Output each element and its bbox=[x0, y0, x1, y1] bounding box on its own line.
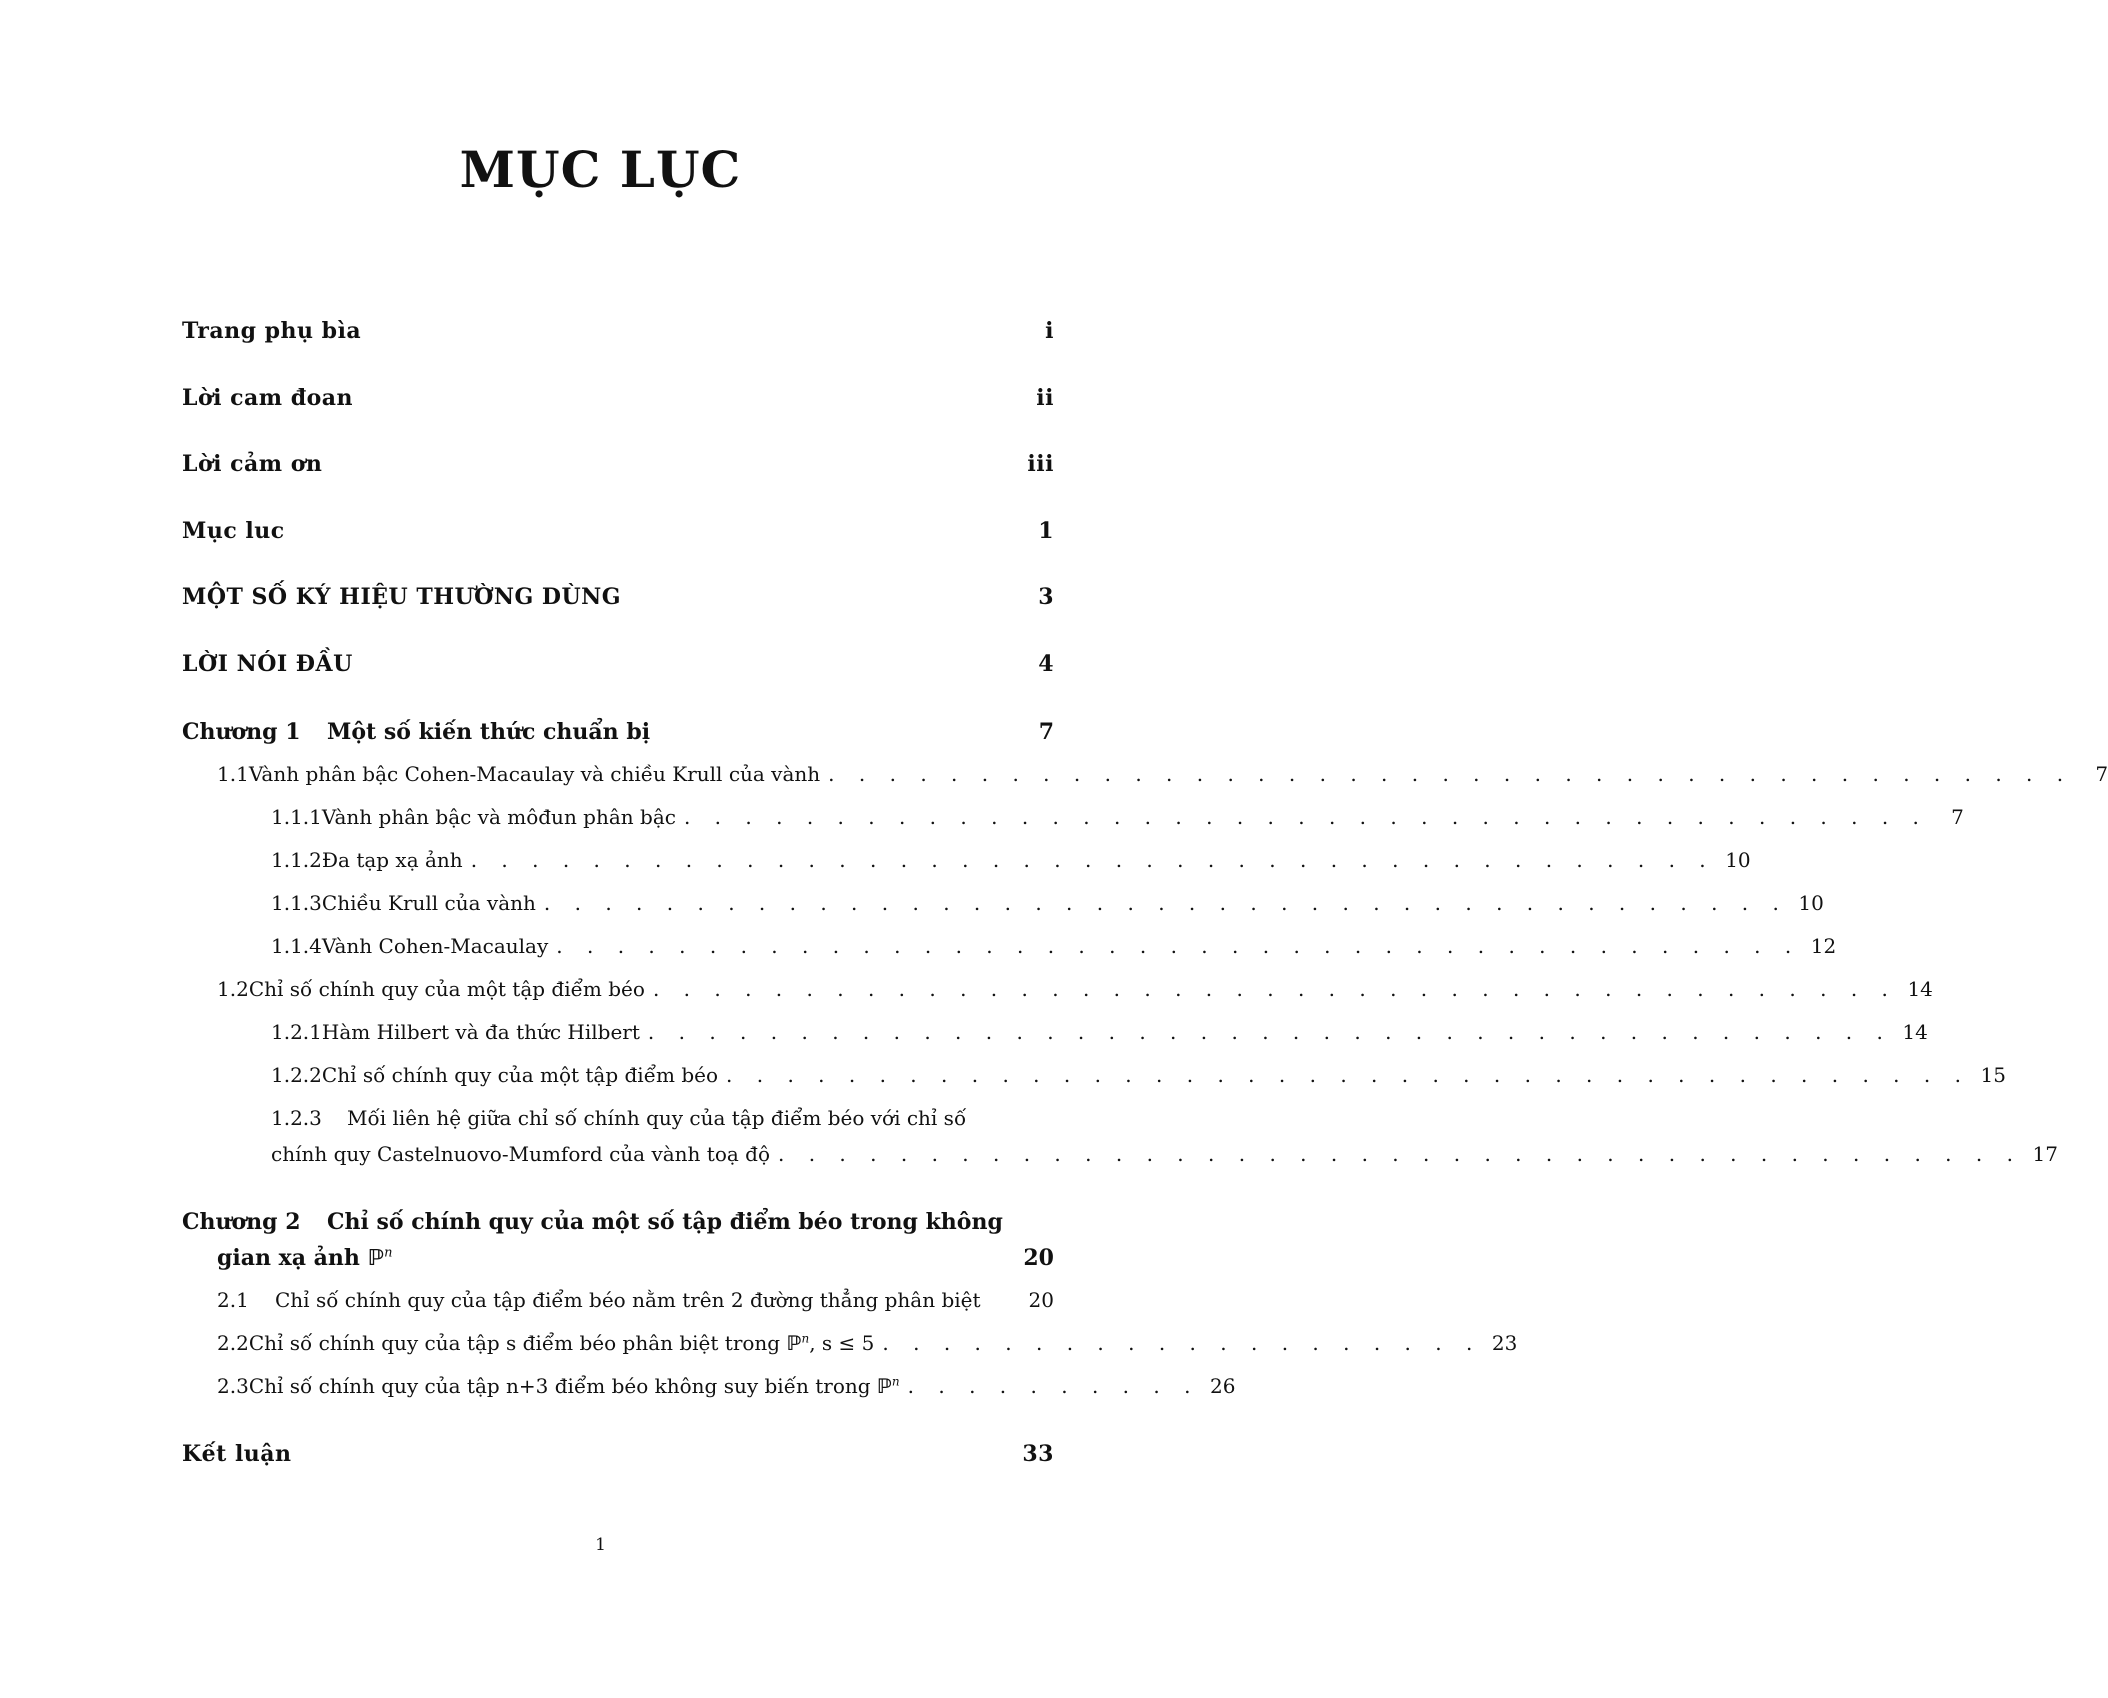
leader-dots: . . . . . . . . . . . . . . . . . . . . . . . . . . . . . . . . . . . . . . . . . bbox=[778, 1142, 2022, 1166]
section-number: 2.2 bbox=[217, 1331, 249, 1355]
section-title: Chỉ số chính quy của tập điểm béo nằm trên 2 đường thẳng phân biệt bbox=[275, 1288, 981, 1312]
toc-entry-loi-cam-on[interactable] bbox=[182, 451, 1054, 477]
toc-page-number: 7 bbox=[1951, 805, 1964, 829]
projective-space-symbol: ℙ bbox=[367, 1246, 385, 1271]
toc-section-1-2[interactable] bbox=[182, 977, 1933, 1001]
toc-page-number: 12 bbox=[1810, 934, 1837, 958]
section-title: Hàm Hilbert và đa thức Hilbert bbox=[321, 1020, 640, 1044]
toc-page-number: 14 bbox=[1902, 1020, 1928, 1044]
leader-dots: . . . . . . . . . . . . . . . . . . . . . . . . . . . . . . . . . . . . . . . . . bbox=[543, 891, 1788, 915]
toc-page-number: i bbox=[1045, 318, 1054, 344]
toc-page-number: 14 bbox=[1907, 977, 1933, 1001]
section-number: 1.1.1 bbox=[271, 805, 322, 829]
toc-page-number: 20 bbox=[1028, 1288, 1054, 1312]
toc-page-number: ii bbox=[1036, 385, 1054, 411]
footer-page-number: 1 bbox=[595, 1535, 606, 1555]
toc-entry-label: Trang phụ bìa bbox=[182, 318, 362, 344]
toc-page-number: 7 bbox=[1038, 719, 1054, 745]
toc-entry-muc-luc[interactable] bbox=[182, 518, 1054, 544]
leader-dots: . . . . . . . . . . bbox=[907, 1374, 1200, 1398]
toc-subsection-1-1-2[interactable] bbox=[182, 848, 1751, 872]
toc-page-number: 23 bbox=[1491, 1331, 1518, 1355]
toc-section-2-3[interactable] bbox=[182, 1374, 1236, 1398]
toc-page-number: 15 bbox=[1980, 1063, 2006, 1087]
toc-entry-label: MỘT SỐ KÝ HIỆU THƯỜNG DÙNG bbox=[182, 584, 622, 610]
toc-entry-label: LỜI NÓI ĐẦU bbox=[182, 651, 353, 677]
section-number: 1.1 bbox=[217, 762, 249, 786]
section-title: Vành phân bậc và môđun phân bậc bbox=[321, 805, 676, 829]
section-number: 1.2.2 bbox=[271, 1063, 322, 1087]
chapter-number: Chương 2 bbox=[182, 1209, 301, 1235]
toc-chapter-2-line1[interactable] bbox=[182, 1209, 1054, 1235]
section-title: Vành phân bậc Cohen-Macaulay và chiều Krull của vành bbox=[248, 762, 821, 786]
toc-page-number: 33 bbox=[1022, 1441, 1054, 1467]
section-number: 1.1.4 bbox=[271, 934, 322, 958]
toc-chapter-1[interactable] bbox=[182, 719, 1054, 745]
toc-page-number: 7 bbox=[2095, 762, 2108, 786]
leader-dots: . . . . . . . . . . . . . . . . . . . . bbox=[882, 1331, 1482, 1355]
leader-dots: . . . . . . . . . . . . . . . . . . . . . . . . . . . . . . . . . . . . . . . . . bbox=[470, 848, 1715, 872]
toc-subsection-1-2-3-line1[interactable] bbox=[182, 1106, 1054, 1130]
leader-dots: . . . . . . . . . . . . . . . . . . . . . . . . . . . . . . . . . . . . . . . . . bbox=[647, 1020, 1892, 1044]
section-title: Chỉ số chính quy của tập n+3 điểm béo không suy biến trong ℙ$^n$ bbox=[248, 1374, 900, 1398]
leader-dots: . . . . . . . . . . . . . . . . . . . . . . . . . . . . . . . . . . . . . . . . . bbox=[652, 977, 1897, 1001]
toc-entry-loi-cam-doan[interactable] bbox=[182, 385, 1054, 411]
section-number: 1.1.3 bbox=[271, 891, 322, 915]
leader-dots: . . . . . . . . . . . . . . . . . . . . . . . . . . . . . . . . . . . . . . . . . bbox=[556, 934, 1801, 958]
leader-dots: . . . . . . . . . . . . . . . . . . . . . . . . . . . . . . . . . . . . . . . . . bbox=[828, 762, 2073, 786]
toc-page-number: 4 bbox=[1038, 651, 1054, 677]
chapter-title: Một số kiến thức chuẩn bị bbox=[327, 719, 651, 745]
superscript-n: n bbox=[801, 1331, 810, 1346]
section-title-line2: chính quy Castelnuovo-Mumford của vành toạ độ bbox=[271, 1142, 770, 1166]
section-number: 1.1.2 bbox=[271, 848, 322, 872]
toc-subsection-1-1-1[interactable] bbox=[182, 805, 1964, 829]
projective-space-symbol: ℙ bbox=[786, 1331, 802, 1355]
page-title: MỤC LỤC bbox=[459, 140, 742, 199]
toc-subsection-1-1-3[interactable] bbox=[182, 891, 1824, 915]
leader-dots: . . . . . . . . . . . . . . . . . . . . . . . . . . . . . . . . . . . . . . . . . bbox=[726, 1063, 1970, 1087]
toc-page-number: 17 bbox=[2032, 1142, 2058, 1166]
toc-entry-ky-hieu[interactable] bbox=[182, 584, 1054, 610]
section-title: Chỉ số chính quy của một tập điểm béo bbox=[248, 977, 645, 1001]
toc-entry-label: Kết luận bbox=[182, 1441, 292, 1467]
toc-subsection-1-2-2[interactable] bbox=[182, 1063, 2006, 1087]
toc-page-number: 10 bbox=[1798, 891, 1824, 915]
chapter-title-line1: Chỉ số chính quy của một số tập điểm béo trong không bbox=[327, 1209, 1003, 1235]
section-number: 2.3 bbox=[217, 1374, 249, 1398]
leader-dots: . . . . . . . . . . . . . . . . . . . . . . . . . . . . . . . . . . . . . . . . . bbox=[683, 805, 1928, 829]
toc-entry-loi-noi-dau[interactable] bbox=[182, 651, 1054, 677]
section-number: 1.2.3 bbox=[271, 1106, 322, 1130]
toc-page-number: 1 bbox=[1038, 518, 1054, 544]
chapter-number: Chương 1 bbox=[182, 719, 301, 745]
projective-space-symbol: ℙ bbox=[876, 1374, 892, 1398]
section-number: 1.2 bbox=[217, 977, 249, 1001]
toc-page-number: 26 bbox=[1210, 1374, 1236, 1398]
toc-page-number: iii bbox=[1027, 451, 1054, 477]
toc-page-number: 10 bbox=[1725, 848, 1751, 872]
toc-page-number: 20 bbox=[1023, 1245, 1054, 1271]
chapter-title-line2: gian xạ ảnh ℙ$^n$ bbox=[217, 1245, 393, 1271]
toc-entry-label: Lời cam đoan bbox=[182, 385, 354, 411]
section-number: 1.2.1 bbox=[271, 1020, 322, 1044]
toc-section-1-1[interactable] bbox=[182, 762, 2108, 786]
section-title: Vành Cohen-Macaulay bbox=[321, 934, 549, 958]
toc-subsection-1-1-4[interactable] bbox=[182, 934, 1837, 958]
section-title: Chiều Krull của vành bbox=[321, 891, 536, 915]
toc-entry-label: Mục luc bbox=[182, 518, 285, 544]
section-title-line1: Mối liên hệ giữa chỉ số chính quy của tập điểm béo với chỉ số bbox=[347, 1106, 967, 1130]
superscript-n: n bbox=[891, 1374, 900, 1389]
toc-subsection-1-2-3-line2[interactable] bbox=[182, 1142, 2058, 1166]
superscript-n: n bbox=[384, 1245, 393, 1261]
toc-entry-trang-phu-bia[interactable] bbox=[182, 318, 1054, 344]
toc-section-2-1[interactable] bbox=[182, 1288, 1054, 1312]
section-number: 2.1 bbox=[217, 1288, 249, 1312]
section-title: Chỉ số chính quy của tập s điểm béo phân biệt trong ℙ$^n$, s ≤ 5 bbox=[248, 1331, 875, 1355]
toc-subsection-1-2-1[interactable] bbox=[182, 1020, 1928, 1044]
toc-page-number: 3 bbox=[1038, 584, 1054, 610]
section-title: Chỉ số chính quy của một tập điểm béo bbox=[321, 1063, 719, 1087]
toc-section-2-2[interactable] bbox=[182, 1331, 1518, 1355]
section-title: Đa tạp xạ ảnh bbox=[321, 848, 463, 872]
toc-entry-ket-luan[interactable] bbox=[182, 1441, 1054, 1467]
toc-entry-label: Lời cảm ơn bbox=[182, 451, 323, 477]
toc-chapter-2-line2[interactable] bbox=[182, 1245, 1054, 1271]
